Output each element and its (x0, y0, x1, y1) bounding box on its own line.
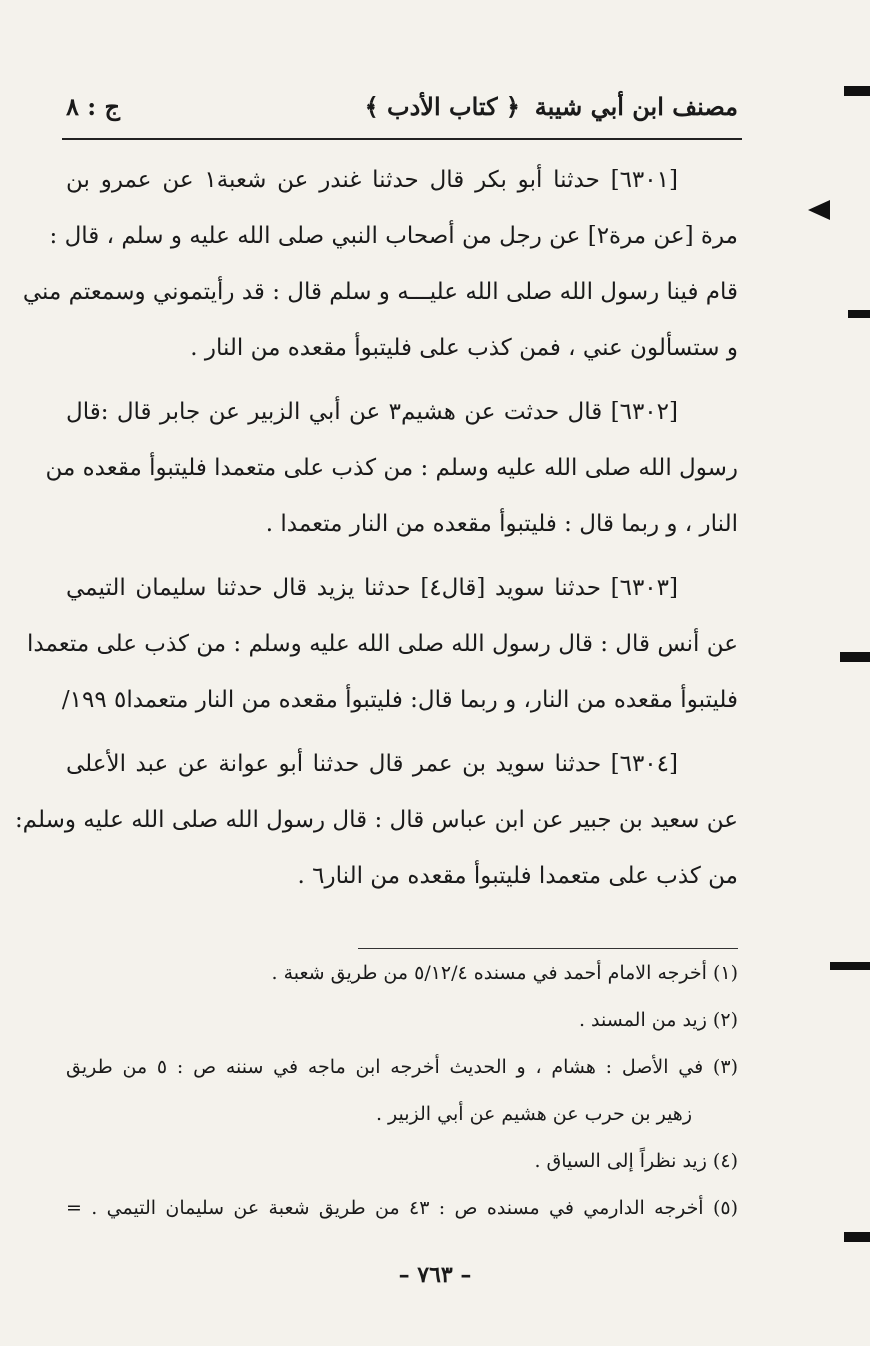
text-line: النار ، و ربما قال : فليتبوأ مقعده من النار متعمدا . (265, 511, 738, 537)
footnote: (٤) زيد نظراً إلى السياق . (534, 1150, 738, 1172)
hadith-paragraph (22, 152, 738, 376)
text-line: [٦٣٠٣] حدثنا سويد [قال٤] حدثنا يزيد قال حدثنا سليمان التيمي (66, 575, 678, 601)
text-line: فليتبوأ مقعده من النار، و ربما قال: فليتبوأ مقعده من النار متعمدا٥ ١٩٩/ (61, 687, 738, 713)
text-line: و ستسألون عني ، فمن كذب على فليتبوأ مقعده من النار . (190, 335, 738, 361)
footnote-continuation: زهير بن حرب عن هشيم عن أبي الزبير . (375, 1103, 692, 1125)
header-chapter-title: ﴿ كتاب الأدب ﴾ (364, 92, 520, 121)
text-line: مرة [عن مرة٢] عن رجل من أصحاب النبي صلى الله عليه و سلم ، قال : (49, 223, 738, 249)
header-volume: ج : ٨ (66, 92, 120, 121)
scan-mark (844, 1232, 870, 1242)
scan-mark (848, 310, 870, 318)
running-header (66, 92, 738, 132)
text-line: عن أنس قال : قال رسول الله صلى الله عليه وسلم : من كذب على متعمدا (27, 631, 738, 657)
footnote: (١) أخرجه الامام أحمد في مسنده ٥/١٢/٤ من طريق شعبة . (271, 962, 738, 984)
hadith-paragraph (14, 736, 738, 904)
text-line: [٦٣٠٢] قال حدثت عن هشيم٣ عن أبي الزبير عن جابر قال :قال (66, 399, 678, 425)
main-text (14, 152, 738, 912)
text-line: من كذب على متعمدا فليتبوأ مقعده من النار٦ . (297, 863, 738, 889)
scan-mark (830, 962, 870, 970)
page-number: – ٧٦٣ – (398, 1262, 472, 1288)
text-line: [٦٣٠١] حدثنا أبو بكر قال حدثنا غندر عن شعبة١ عن عمرو بن (66, 167, 678, 193)
hadith-paragraph (27, 560, 738, 728)
scan-mark (840, 652, 870, 662)
header-book-title: مصنف ابن أبي شيبة (534, 92, 738, 121)
hadith-paragraph (45, 384, 738, 552)
footnote-rule (358, 948, 738, 949)
footnote: (٣) في الأصل : هشام ، و الحديث أخرجه ابن ماجه في سننه ص : ٥ من طريق (66, 1056, 738, 1078)
footnote: (٥) أخرجه الدارمي في مسنده ص : ٤٣ من طريق شعبة عن سليمان التيمي . = (66, 1197, 738, 1219)
text-line: عن سعيد بن جبير عن ابن عباس قال : قال رسول الله صلى الله عليه وسلم: (14, 807, 738, 833)
scan-mark (808, 200, 830, 220)
text-line: [٦٣٠٤] حدثنا سويد بن عمر قال حدثنا أبو عوانة عن عبد الأعلى (66, 751, 678, 777)
scan-mark (844, 86, 870, 96)
text-line: رسول الله صلى الله عليه وسلم : من كذب على متعمدا فليتبوأ مقعده من (45, 455, 738, 481)
header-rule (62, 138, 742, 140)
footnote: (٢) زيد من المسند . (578, 1009, 738, 1031)
text-line: قام فينا رسول الله صلى الله عليـــه و سلم قال : قد رأيتموني وسمعتم مني (22, 279, 738, 305)
footnotes (66, 950, 738, 1232)
